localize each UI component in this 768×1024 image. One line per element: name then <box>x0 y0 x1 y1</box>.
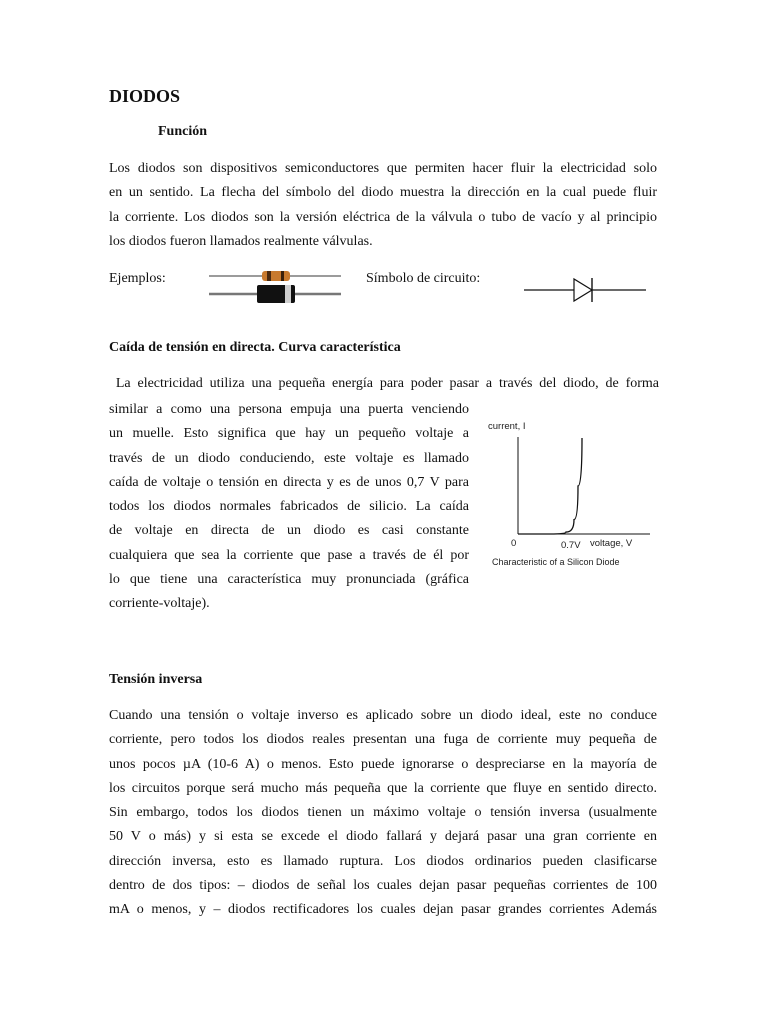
paragraph-line: unos pocos µA (10-6 A) o menos. Esto puede ignorarse o despreciarse en la mayoría de <box>109 756 657 772</box>
paragraph-line: los diodos fueron llamados realmente válvulas. <box>109 233 373 249</box>
small-diode-icon <box>209 271 341 281</box>
paragraph-line: 50 V o más) y si esta se excede el diodo fallará y dejará pasar una gran corriente en <box>109 829 657 845</box>
heading-funcion: Función <box>158 124 208 139</box>
paragraph-line: Los diodos son dispositivos semiconductores que permiten hacer fluir la electricidad solo <box>109 161 657 176</box>
paragraph-line: todos los diodos normales fabricados de silicio. La caída <box>109 499 469 515</box>
paragraph-line: La electricidad utiliza una pequeña energía para poder pasar a través del diodo, de forma <box>109 376 659 391</box>
paragraph-line: la corriente. Los diodos son la versión eléctrica de la válvula o tubo de vacío y al principio <box>109 209 657 225</box>
paragraph-line: través de un diodo conduciendo, este voltaje es llamado <box>109 450 469 466</box>
paragraph-line: en un sentido. La flecha del símbolo del diodo muestra la dirección en la cual puede fluir <box>109 185 657 201</box>
paragraph-line: Sin embargo, todos los diodos tienen un máximo voltaje o tensión inversa (usualmente <box>109 805 657 821</box>
chart-caption: Characteristic of a Silicon Diode <box>492 557 620 567</box>
chart-y-label: current, I <box>488 421 526 432</box>
paragraph-line: dirección inversa, esto es llamado ruptura. Los diodos ordinarios pueden clasificarse <box>109 853 657 869</box>
paragraph-line: lo que tiene una característica muy pronunciada (gráfica <box>109 572 469 588</box>
paragraph-line: corriente, pero todos los diodos reales presentan una fuga de corriente muy pequeña de <box>109 732 657 748</box>
chart-curve <box>518 438 582 534</box>
chart-x-label: voltage, V <box>590 538 633 549</box>
paragraph-line: Cuando una tensión o voltaje inverso es aplicado sobre un diodo ideal, este no conduce <box>109 708 657 723</box>
chart-knee-label: 0.7V <box>561 540 581 551</box>
heading-caida: Caída de tensión en directa. Curva característica <box>109 340 401 355</box>
paragraph-funcion <box>109 157 657 254</box>
chart-origin-label: 0 <box>511 538 517 549</box>
diode-examples-image <box>205 266 345 308</box>
heading-inversa: Tensión inversa <box>109 672 203 687</box>
examples-label: Ejemplos: <box>109 271 166 286</box>
paragraph-line: cualquiera que sea la corriente que pase a través de él por <box>109 547 469 563</box>
rectifier-diode-icon <box>209 285 341 303</box>
document-title: DIODOS <box>109 86 181 106</box>
paragraph-line: dentro de dos tipos: – diodos de señal los cuales dejan pasar pequeñas corrientes de 100 <box>109 878 657 894</box>
paragraph-line: similar a como una persona empuja una puerta venciendo <box>109 402 469 417</box>
paragraph-line: mA o menos, y – diodos rectificadores los cuales dejan pasar grandes corrientes Además <box>109 902 657 918</box>
paragraph-line: de voltaje en directa de un diodo es casi constante <box>109 523 469 539</box>
paragraph-inversa <box>109 704 657 923</box>
diode-symbol-icon <box>522 276 648 304</box>
paragraph-line: corriente-voltaje). <box>109 596 210 612</box>
paragraph-line: caída de voltaje o tensión en directa y es de unos 0,7 V para <box>109 474 469 490</box>
paragraph-line: los circuitos porque será mucho más pequeña que la corriente que fluye en sentido directo. <box>109 780 657 796</box>
circuit-symbol-label: Símbolo de circuito: <box>366 271 481 286</box>
diode-characteristic-chart <box>482 412 662 574</box>
paragraph-caida-first-line <box>109 372 659 396</box>
paragraph-caida <box>109 398 469 617</box>
paragraph-line: un muelle. Esto significa que hay un pequeño voltaje a <box>109 426 469 442</box>
